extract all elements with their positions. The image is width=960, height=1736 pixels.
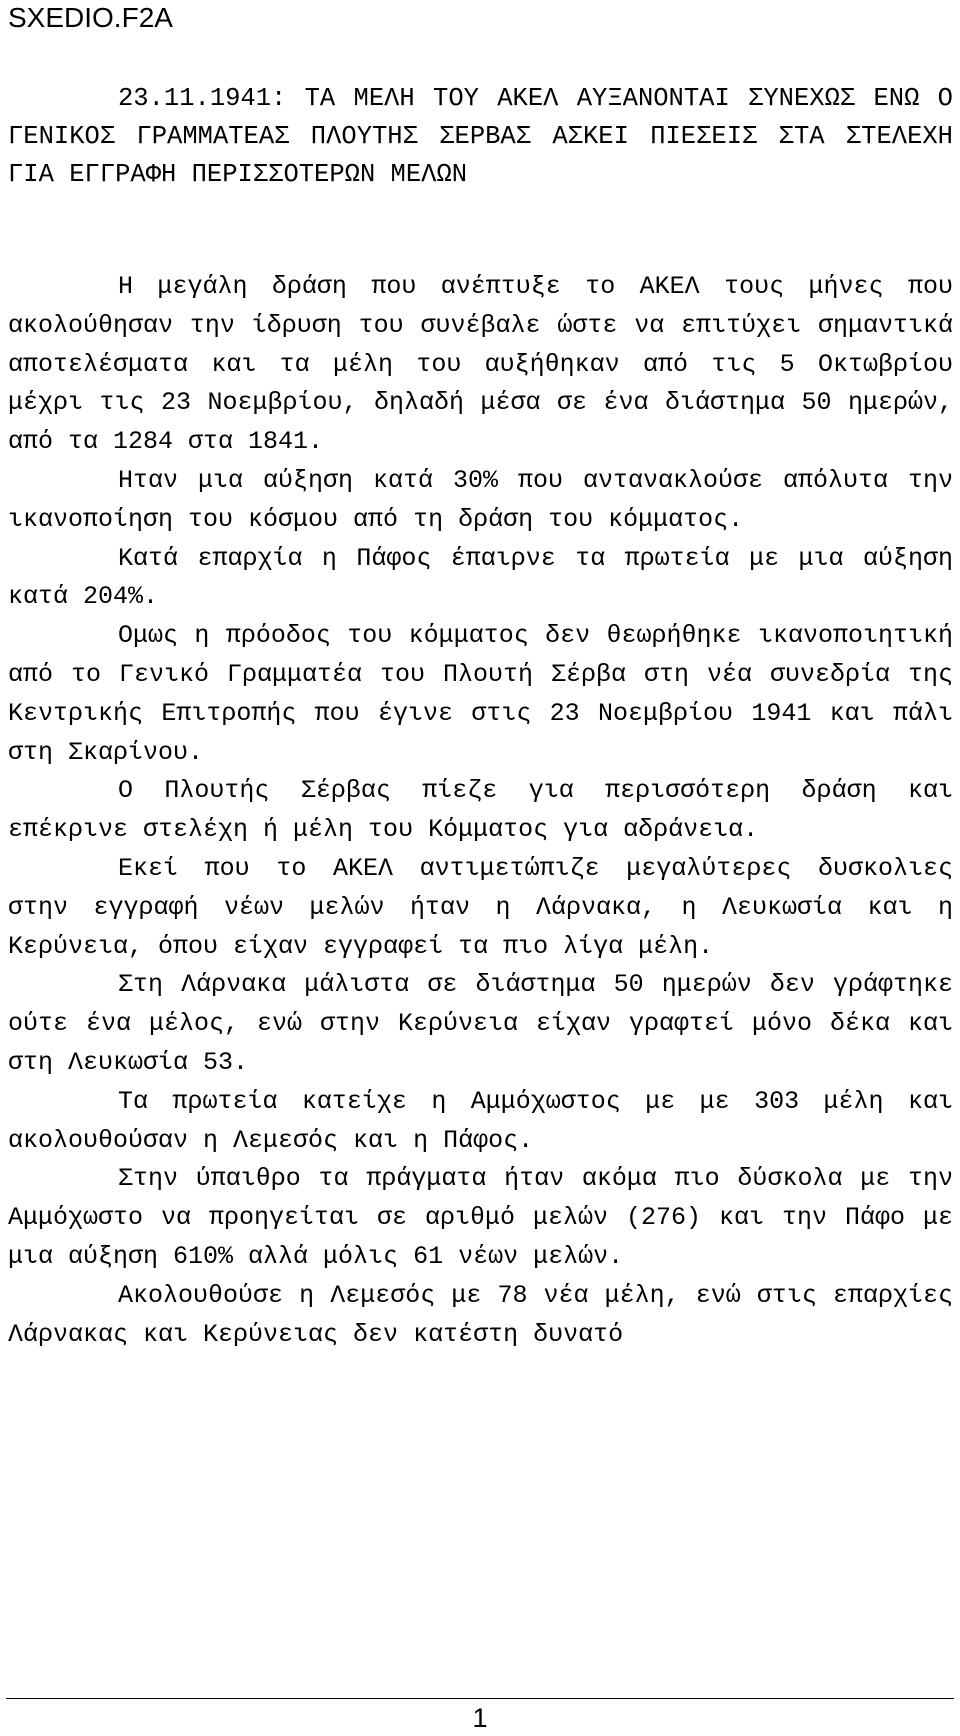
paragraph: Ο Πλουτής Σέρβας πίεζε για περισσότερη δράση και επέκρινε στελέχη ή μέλη του Κόμματος για αδράνεια. xyxy=(8,776,953,845)
paragraph: Ομως η πρόοδος του κόμματος δεν θεωρήθηκε ικανοποιητική από το Γενικό Γραμματέα του Πλουτή Σέρβα στη νέα συνεδρία της Κεντρικής Επιτροπής που έγινε στις 23 Νοεμβρίου 1941 και πάλι στη Σκαρίνου. xyxy=(8,621,953,767)
paragraph: Ακολουθούσε η Λεμεσός με 78 νέα μέλη, ενώ στις επαρχίες Λάρνακας και Κερύνειας δεν κατέστη δυνατό xyxy=(8,1280,953,1349)
page-number: 1 xyxy=(472,1703,488,1733)
paragraph: Στην ύπαιθρο τα πράγματα ήταν ακόμα πιο δύσκολα με την Αμμόχωστο να προηγείται σε αριθμό μελών (276) και την Πάφο με μια αύξηση 610% αλλά μόλις 61 νέων μελών. xyxy=(8,1164,953,1271)
file-label: SXEDIO.F2A xyxy=(8,2,173,33)
footer-divider xyxy=(6,1698,954,1699)
article-body xyxy=(8,268,953,1354)
paragraph: Εκεί που το ΑΚΕΛ αντιμετώπιζε μεγαλύτερες δυσκολιες στην εγγραφή νέων μελών ήταν η Λάρνακα, η Λευκωσία και η Κερύνεια, όπου είχαν εγγραφεί τα πιο λίγα μέλη. xyxy=(8,853,953,961)
paragraph: Η μεγάλη δράση που ανέπτυξε το ΑΚΕΛ τους μήνες που ακολούθησαν την ίδρυση του συνέβαλε ώστε να επιτύχει σημαντικά αποτελέσματα και τα μέλη του αυξήθηκαν από τις 5 Οκτωβρίου μέχρι τις 23 Νοεμβρίου, δηλαδή μέσα σε ένα διάστημα 50 ημερών, από τα 1284 στα 1841. xyxy=(8,272,953,457)
article-title: 23.11.1941: ΤΑ ΜΕΛΗ ΤΟΥ ΑΚΕΛ ΑΥΞΑΝΟΝΤΑΙ ΣΥΝΕΧΩΣ ΕΝΩ Ο ΓΕΝΙΚΟΣ ΓΡΑΜΜΑΤΕΑΣ ΠΛΟΥΤΗΣ ΣΕΡΒΑΣ ΑΣΚΕΙ ΠΙΕΣΕΙΣ ΣΤΑ ΣΤΕΛΕΧΗ ΓΙΑ ΕΓΓΡΑΦΗ ΠΕΡΙΣΣΟΤΕΡΩΝ ΜΕΛΩΝ xyxy=(8,84,953,189)
paragraph: Στη Λάρνακα μάλιστα σε διάστημα 50 ημερών δεν γράφτηκε ούτε ένα μέλος, ενώ στην Κερύνεια είχαν γραφτεί μόνο δέκα και στη Λευκωσία 53. xyxy=(8,970,953,1077)
paragraph: Κατά επαρχία η Πάφος έπαιρνε τα πρωτεία με μια αύξηση κατά 204%. xyxy=(8,543,953,612)
paragraph: Τα πρωτεία κατείχε η Αμμόχωστος με με 303 μέλη και ακολουθούσαν η Λεμεσός και η Πάφος. xyxy=(8,1086,953,1155)
paragraph: Ηταν μια αύξηση κατά 30% που αντανακλούσε απόλυτα την ικανοποίηση του κόσμου από τη δράση του κόμματος. xyxy=(8,465,953,534)
